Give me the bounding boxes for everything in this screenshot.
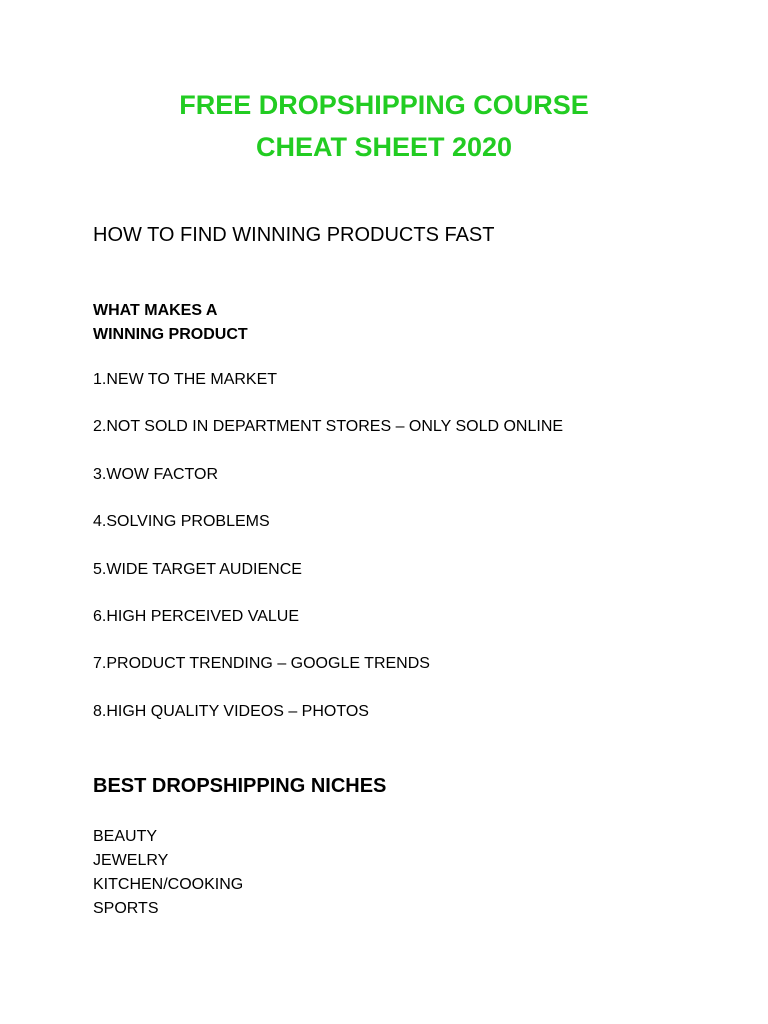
list-item: SPORTS: [93, 900, 159, 917]
list-item: JEWELRY: [93, 852, 169, 869]
list-item: 8.HIGH QUALITY VIDEOS – PHOTOS: [93, 702, 369, 720]
subheading-line-1: WHAT MAKES A: [93, 302, 218, 319]
winning-product-criteria-list: [93, 368, 563, 747]
document-title-line-2: CHEAT SHEET 2020: [255, 132, 513, 162]
list-item: 4.SOLVING PROBLEMS: [93, 513, 270, 531]
list-item: BEAUTY: [93, 828, 158, 845]
list-item: 2.NOT SOLD IN DEPARTMENT STORES – ONLY SOLD ONLINE: [93, 418, 564, 436]
list-item: 3.WOW FACTOR: [93, 465, 219, 483]
subheading-line-2: WINNING PRODUCT: [93, 326, 248, 343]
subheading-what-makes-winning-product: [93, 299, 248, 347]
list-item: 1.NEW TO THE MARKET: [93, 371, 278, 388]
section-heading-best-niches: BEST DROPSHIPPING NICHES: [93, 775, 387, 797]
list-item: 6.HIGH PERCEIVED VALUE: [93, 607, 299, 625]
list-item: KITCHEN/COOKING: [93, 876, 244, 893]
list-item: 5.WIDE TARGET AUDIENCE: [93, 560, 302, 578]
document-title-line-1: FREE DROPSHIPPING COURSE: [179, 90, 589, 120]
niches-list: [93, 825, 243, 921]
list-item: 7.PRODUCT TRENDING – GOOGLE TRENDS: [93, 655, 430, 673]
section-heading-winning-products: HOW TO FIND WINNING PRODUCTS FAST: [93, 224, 495, 246]
